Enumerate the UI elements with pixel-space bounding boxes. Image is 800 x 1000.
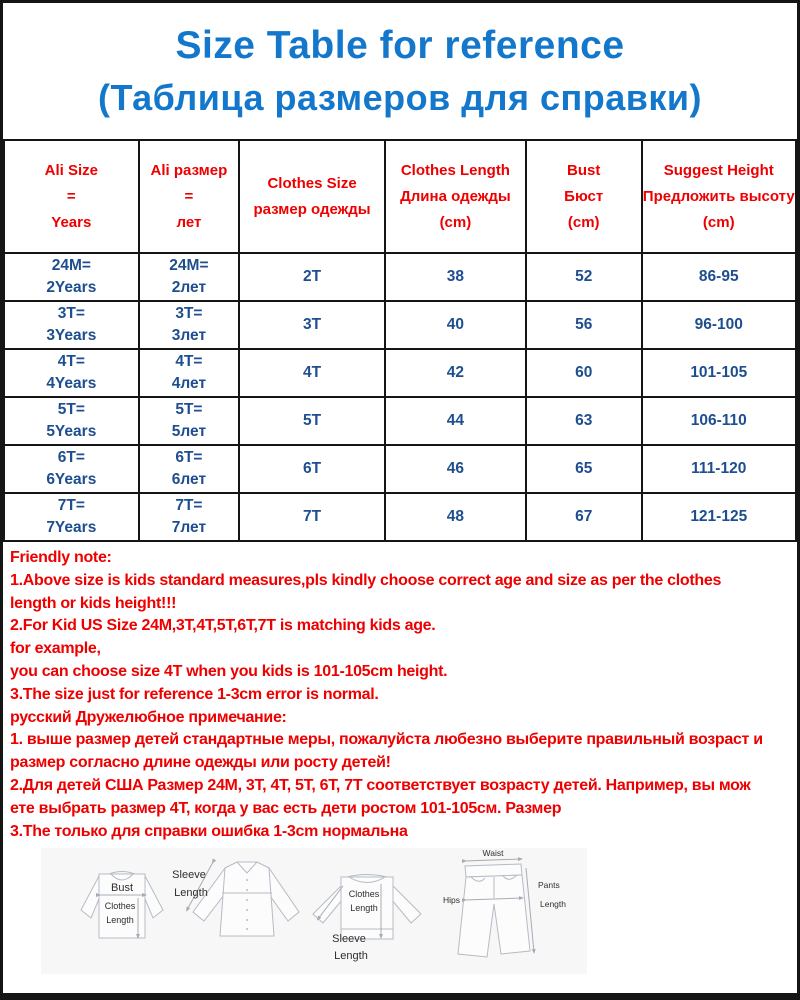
cell-line: 24M=	[51, 257, 91, 274]
raglan-top-diagram	[313, 875, 421, 963]
cell-line: 7Years	[46, 519, 97, 536]
table-cell	[642, 445, 796, 493]
note-line: you can choose size 4T when you kids is 101-105cm height.	[10, 662, 448, 680]
cell-line: 5T=	[175, 401, 203, 418]
pants-length-label-a: Pants	[538, 880, 560, 890]
cell-line: 3лет	[171, 327, 207, 344]
measurement-diagram-svg	[41, 848, 587, 974]
table-cell	[239, 493, 385, 541]
cell-line: 86-95	[698, 268, 739, 285]
column-header	[239, 140, 385, 253]
cell-line: 4лет	[171, 375, 207, 392]
table-row	[4, 445, 796, 493]
table-row	[4, 301, 796, 349]
table-cell	[239, 397, 385, 445]
column-header-line: Clothes Size	[267, 174, 357, 192]
column-header-line: Clothes Length	[400, 161, 510, 179]
table-row	[4, 397, 796, 445]
table-cell	[526, 397, 642, 445]
table-cell	[642, 493, 796, 541]
column-header-line: Ali Size	[44, 161, 98, 179]
sleeve-length-label-3a: Sleeve	[332, 933, 366, 945]
table-cell	[526, 301, 642, 349]
cell-line: 7T=	[57, 497, 85, 514]
column-header	[526, 140, 642, 253]
cell-line: 6Years	[46, 471, 97, 488]
pants-diagram	[443, 848, 566, 957]
table-cell	[239, 253, 385, 301]
page-title-english: Size Table for reference	[175, 23, 625, 67]
cell-line: 7T=	[175, 497, 203, 514]
pullover-diagram	[81, 872, 163, 939]
cell-line: 5T=	[57, 401, 85, 418]
cell-line: 4Years	[46, 375, 97, 392]
table-cell	[642, 397, 796, 445]
cell-line: 106-110	[690, 412, 747, 429]
note-line: 2.Для детей США Размер 24M, 3T, 4T, 5T, 6T, 7T соответствует возрасту детей. Например, вы мож	[10, 776, 751, 794]
page-title-russian: (Таблица размеров для справки)	[97, 76, 703, 118]
cell-line: 121-125	[690, 508, 748, 525]
cell-line: 6T=	[175, 449, 203, 466]
cell-line: 3T	[303, 316, 322, 333]
cell-line: 111-120	[691, 460, 747, 477]
cell-line: 42	[446, 364, 465, 381]
cell-line: 60	[575, 364, 593, 381]
table-cell	[385, 445, 526, 493]
column-header-line: лет	[176, 213, 202, 231]
table-cell	[4, 253, 139, 301]
table-cell	[526, 349, 642, 397]
shirt-diagram	[172, 862, 299, 936]
notes-section	[3, 542, 797, 846]
cell-line: 48	[446, 508, 465, 525]
table-cell	[139, 397, 240, 445]
note-line: 3.The только для справки ошибка 1-3cm нормальна	[10, 822, 408, 840]
table-cell	[139, 493, 240, 541]
cell-line: 7лет	[171, 519, 207, 536]
bust-label: Bust	[110, 882, 134, 894]
table-cell	[239, 301, 385, 349]
cell-line: 5лет	[171, 423, 207, 440]
column-header	[642, 140, 796, 253]
table-cell	[526, 445, 642, 493]
table-cell	[139, 253, 240, 301]
hips-label: Hips	[442, 895, 460, 905]
note-line: 3.The size just for reference 1-3cm error is normal.	[10, 685, 379, 703]
cell-line: 65	[575, 460, 593, 477]
table-cell	[385, 253, 526, 301]
column-header	[385, 140, 526, 253]
cell-line: 40	[446, 316, 465, 333]
table-cell	[385, 349, 526, 397]
table-cell	[526, 493, 642, 541]
waist-label: Waist	[482, 848, 504, 858]
cell-line: 3Years	[46, 327, 97, 344]
table-cell	[139, 445, 240, 493]
table-cell	[4, 349, 139, 397]
column-header-line: Длина одежды	[400, 187, 511, 205]
column-header-line: Предложить высоту	[642, 187, 795, 205]
column-header	[4, 140, 139, 253]
cell-line: 96-100	[694, 316, 743, 333]
table-cell	[139, 349, 240, 397]
table-row	[4, 253, 796, 301]
table-cell	[239, 445, 385, 493]
cell-line: 6T=	[57, 449, 85, 466]
measurement-diagram	[41, 848, 587, 974]
cell-line: 4T=	[175, 353, 203, 370]
clothes-length-label-1b: Length	[106, 915, 134, 925]
cell-line: 6T	[303, 460, 322, 477]
table-cell	[4, 493, 139, 541]
table-cell	[4, 301, 139, 349]
column-header-line: Bust	[567, 161, 601, 179]
table-cell	[139, 301, 240, 349]
cell-line: 38	[446, 268, 465, 285]
table-cell	[385, 397, 526, 445]
cell-line: 3T=	[57, 305, 85, 322]
column-header-line: (cm)	[567, 213, 600, 231]
table-cell	[526, 253, 642, 301]
note-line: 2.For Kid US Size 24M,3T,4T,5T,6T,7T is matching kids age.	[10, 617, 436, 635]
column-header-line: Ali размер	[150, 161, 228, 179]
cell-line: 6лет	[171, 471, 207, 488]
cell-line: 46	[446, 460, 465, 477]
table-row	[4, 493, 796, 541]
cell-line: 5T	[303, 412, 322, 429]
cell-line: 7T	[303, 508, 322, 525]
note-line: 1. выше размер детей стандартные меры, пожалуйста любезно выберите правильный возраст и	[10, 731, 763, 749]
table-cell	[385, 493, 526, 541]
column-header-line: размер одежды	[253, 200, 371, 218]
table-header-row	[4, 140, 796, 253]
clothes-length-label-3a: Clothes	[348, 889, 380, 899]
table-cell	[385, 301, 526, 349]
cell-line: 4T	[303, 364, 322, 381]
note-line: for example,	[10, 640, 101, 658]
table-cell	[4, 397, 139, 445]
table-cell	[642, 253, 796, 301]
cell-line: 2T	[303, 268, 322, 285]
sleeve-length-label-2a: Sleeve	[172, 869, 206, 881]
table-cell	[642, 349, 796, 397]
note-line: Friendly note:	[10, 549, 112, 566]
cell-line: 2лет	[171, 279, 207, 296]
column-header-line: Years	[51, 213, 92, 231]
note-line: length or kids height!!!	[10, 594, 177, 612]
cell-line: 24M=	[169, 257, 209, 274]
note-line: ете выбрать размер 4T, когда у вас есть дети ростом 101-105см. Размер	[10, 799, 562, 817]
sleeve-length-label-2b: Length	[174, 887, 208, 899]
table-cell	[239, 349, 385, 397]
column-header	[139, 140, 240, 253]
column-header-line: =	[184, 187, 194, 205]
cell-line: 4T=	[57, 353, 85, 370]
note-line: размер согласно длине одежды или росту детей!	[10, 754, 391, 772]
note-line: 1.Above size is kids standard measures,pls kindly choose correct age and size as per the clothes	[10, 571, 722, 589]
cell-line: 5Years	[46, 423, 97, 440]
column-header-line: Suggest Height	[663, 161, 774, 179]
column-header-line: (cm)	[439, 213, 472, 231]
clothes-length-label-1a: Clothes	[104, 901, 136, 911]
table-row	[4, 349, 796, 397]
cell-line: 2Years	[46, 279, 97, 296]
table-cell	[4, 445, 139, 493]
cell-line: 67	[575, 508, 593, 525]
clothes-length-label-3b: Length	[350, 903, 378, 913]
size-table	[3, 139, 797, 542]
sleeve-length-label-3b: Length	[334, 950, 368, 962]
column-header-line: =	[66, 187, 76, 205]
cell-line: 101-105	[690, 364, 748, 381]
column-header-line: Бюст	[564, 187, 604, 205]
pants-length-label-b: Length	[540, 899, 566, 909]
cell-line: 52	[575, 268, 593, 285]
cell-line: 56	[575, 316, 593, 333]
cell-line: 3T=	[175, 305, 203, 322]
cell-line: 44	[446, 412, 465, 429]
note-line: русский Дружелюбное примечание:	[10, 708, 287, 726]
title-section	[3, 3, 797, 139]
column-header-line: (cm)	[702, 213, 735, 231]
table-cell	[642, 301, 796, 349]
cell-line: 63	[575, 412, 593, 429]
